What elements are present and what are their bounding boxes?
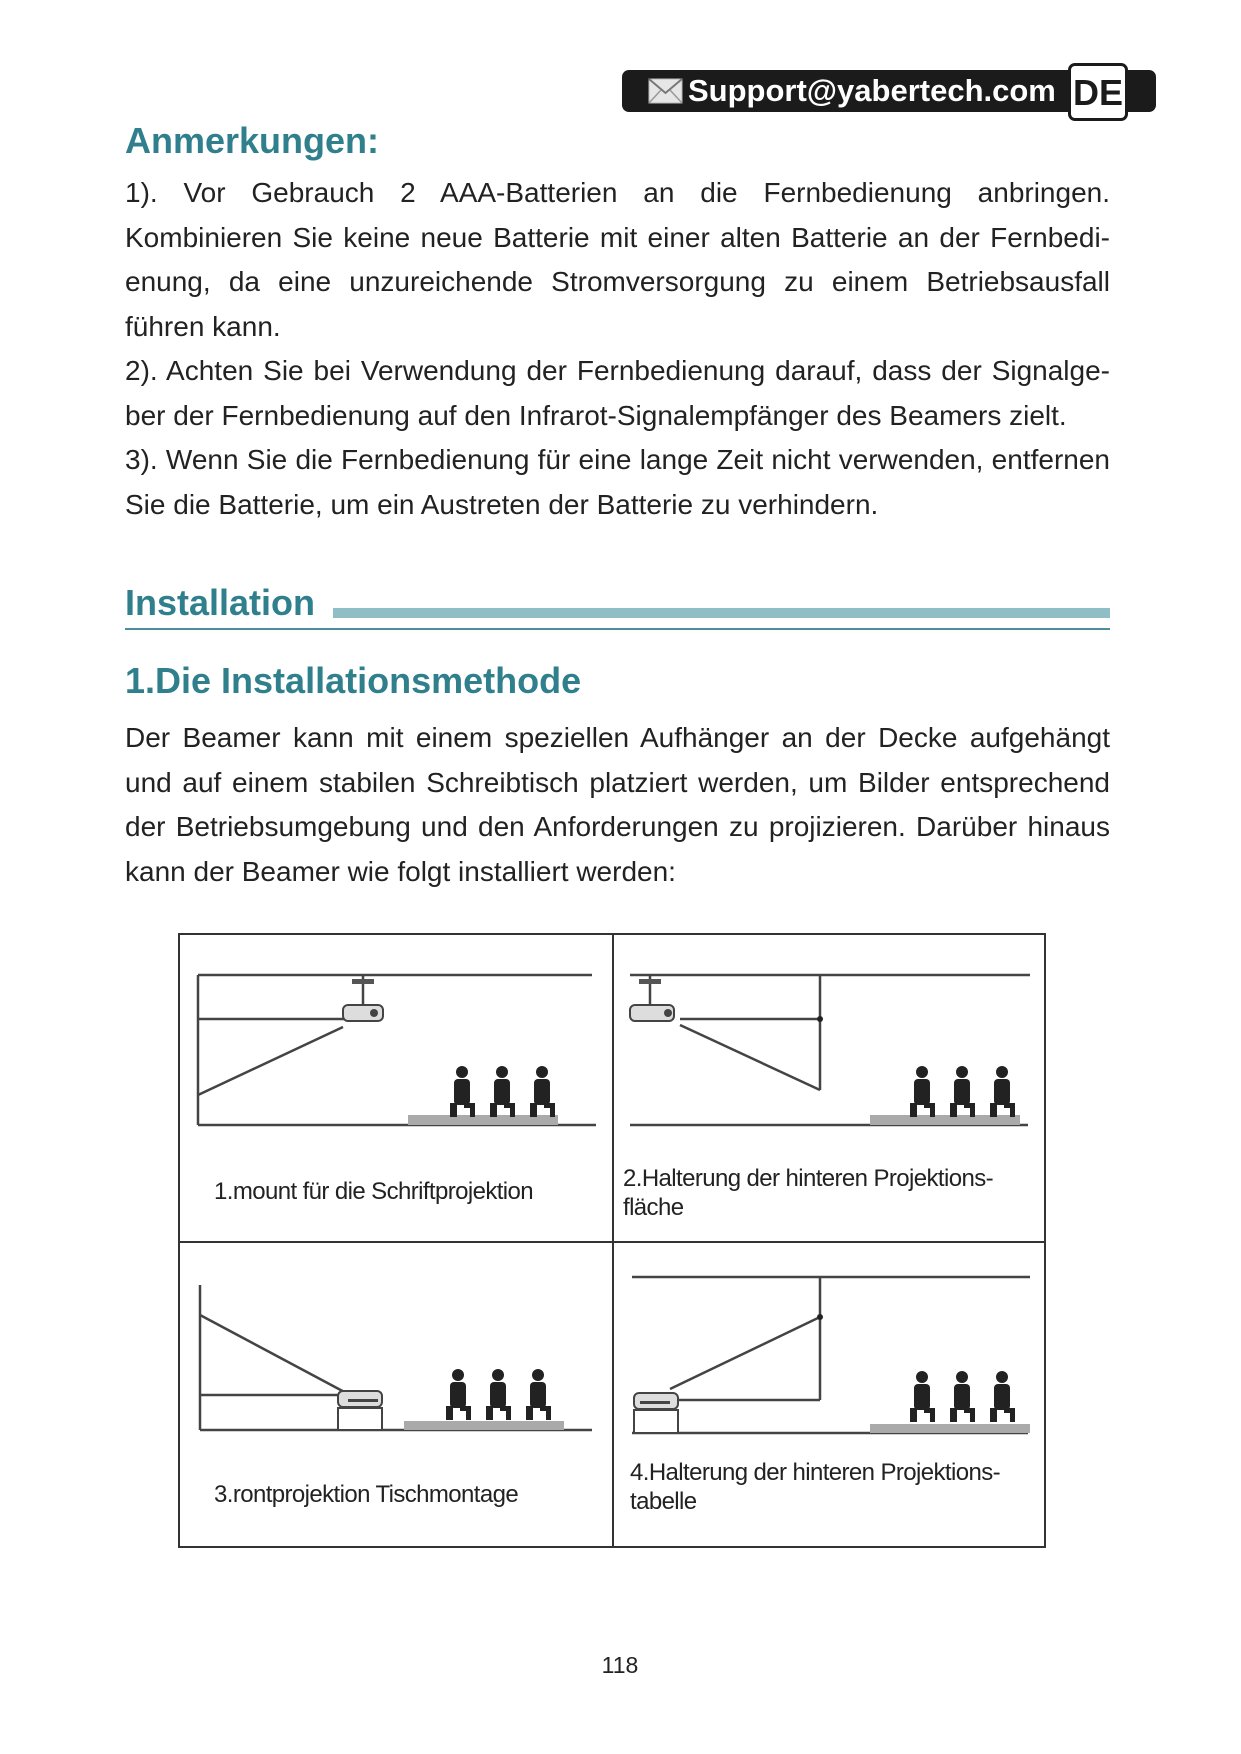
diagram-caption-4: 4.Halterung der hinteren Projektions-tabelle xyxy=(630,1459,1001,1515)
diagram-ceiling-front xyxy=(188,965,604,1165)
diagram-caption-1: 1.mount für die Schriftprojektion xyxy=(214,1178,534,1205)
diagram-caption-2: 2.Halterung der hinteren Projektions-fläche xyxy=(623,1165,994,1221)
diagram-ceiling-rear xyxy=(620,965,1040,1165)
section-rule xyxy=(333,608,1110,618)
installation-heading: Installation xyxy=(125,582,316,623)
support-email[interactable]: Support@yabertech.com xyxy=(688,73,1056,108)
page-number: 118 xyxy=(601,1652,639,1678)
grid-divider-horizontal xyxy=(180,1241,1044,1243)
language-badge: DE xyxy=(1068,63,1128,121)
notes-heading: Anmerkungen: xyxy=(125,120,380,161)
diagram-table-front xyxy=(188,1275,604,1475)
installation-body: Der Beamer kann mit einem speziellen Aufhänger an der Decke aufgehängt und auf einem stabilen Schreibtisch platziert werden, um Bilder entsprechend der Betriebsumgebung und den Anforderungen zu projizieren. Darüber hinaus kann der Beamer wie folgt installiert werden: xyxy=(125,722,1110,887)
mail-icon xyxy=(648,77,684,105)
note-2: 2). Achten Sie bei Verwendung der Fernbedienung darauf, dass der Signalgeber der Fernbedienung auf den Infrarot-Signalempfänger des Beamers zielt. xyxy=(125,355,1110,431)
section-underline xyxy=(125,628,1110,630)
diagram-table-rear xyxy=(620,1265,1040,1465)
note-1: 1). Vor Gebrauch 2 AAA-Batterien an die Fernbedienung anbringen. Kombinieren Sie keine neue Batterie mit einer alten Batterie an der Fernbedienung, da eine unzureichende Stromversorgung zu einem Betriebsausfall führen kann. xyxy=(125,177,1110,342)
diagram-caption-3: 3.rontprojektion Tischmontage xyxy=(214,1481,519,1508)
installation-diagram-grid xyxy=(178,933,1046,1548)
note-3: 3). Wenn Sie die Fernbedienung für eine lange Zeit nicht verwenden, entfernen Sie die Batterie, um ein Austreten der Batterie zu verhindern. xyxy=(125,444,1110,520)
installation-subheading: 1.Die Installationsmethode xyxy=(125,660,582,701)
